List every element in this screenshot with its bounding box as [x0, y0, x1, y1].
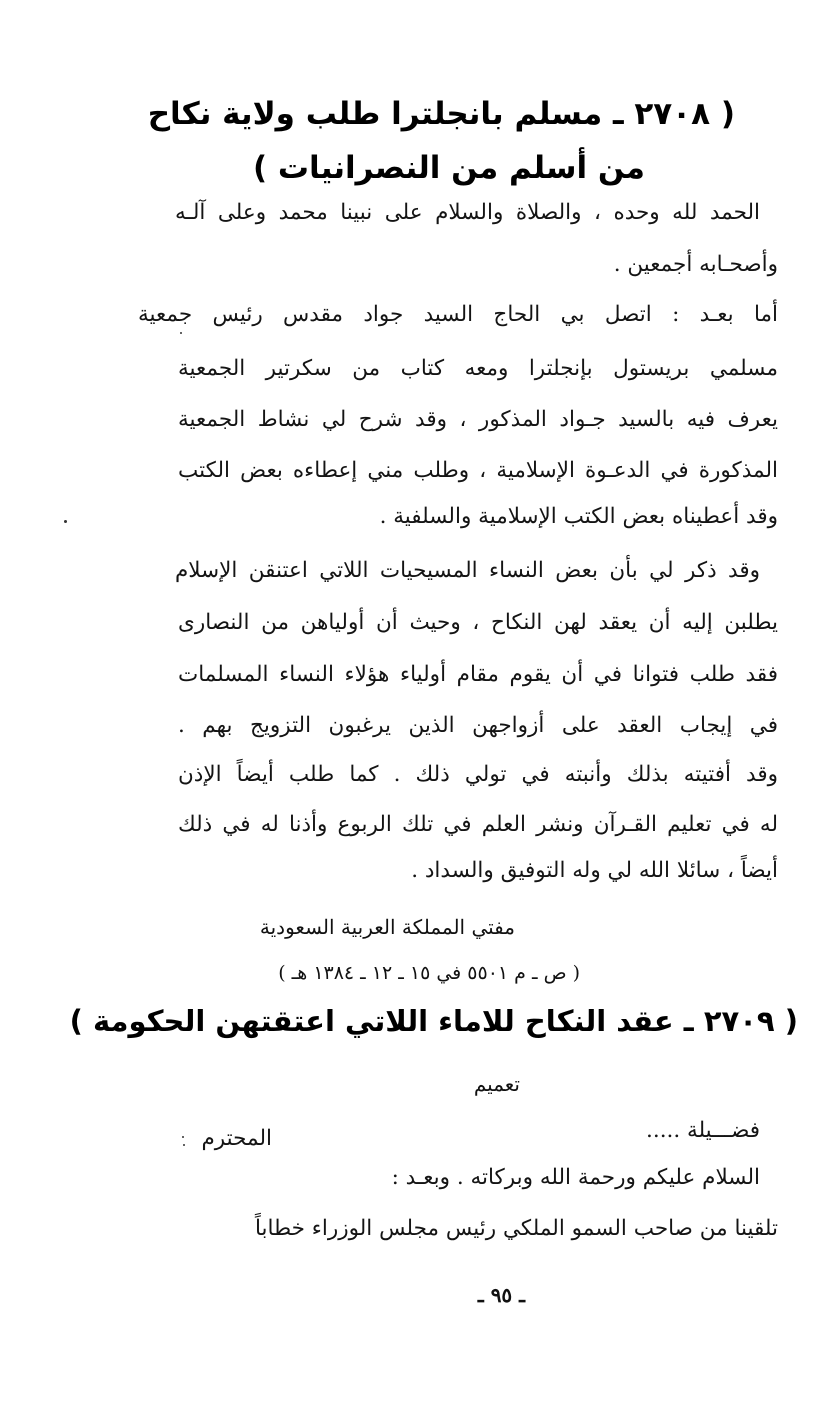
page-number: ـ ٩٥ ـ: [477, 1283, 525, 1307]
paragraph-3-line-3: فقد طلب فتوانا في أن يقوم مقام أولياء هؤلاء النساء المسلمات: [178, 662, 778, 687]
greeting-line: السلام عليكم ورحمة الله وبركاته . وبعـد :: [391, 1165, 760, 1190]
paragraph-2-line-5: وقد أعطيناه بعض الكتب الإسلامية والسلفية .: [379, 504, 778, 529]
paragraph-3-line-1: وقد ذكر لي بأن بعض النساء المسيحيات اللاتي اعتنقن الإسلام: [175, 558, 760, 583]
paragraph-2-line-2: مسلمي بريستول بإنجلترا ومعه كتاب من سكرتير الجمعية: [178, 356, 778, 381]
salutation-name: فضـــيلة .....: [646, 1118, 760, 1143]
fatwa-reference: ( ص ـ م ٥٥٠١ في ١٥ ـ ١٢ ـ ١٣٨٤ هـ ): [278, 962, 580, 984]
paragraph-3-line-5: وقد أفتيته بذلك وأنبته في تولي ذلك . كما طلب أيضاً الإذن: [178, 762, 778, 787]
fatwa-2709-title: ( ٢٧٠٩ ـ عقد النكاح للاماء اللاتي اعتقتهن الحكومة ): [69, 1004, 798, 1038]
scan-speck: [64, 520, 67, 523]
scan-speck: [180, 332, 182, 334]
mufti-signature: مفتي المملكة العربية السعودية: [259, 915, 515, 939]
paragraph-3-line-6: له في تعليم القـرآن ونشر العلم في تلك الربوع وأذنا له في ذلك: [178, 812, 778, 837]
paragraph-2-line-1: أما بعـد : اتصل بي الحاج السيد جواد مقدس رئيس جمعية: [138, 302, 778, 327]
scan-speck: [183, 1144, 185, 1146]
paragraph-2-line-3: يعرف فيه بالسيد جـواد المذكور ، وقد شرح لي نشاط الجمعية: [178, 407, 778, 432]
scan-speck: [182, 1136, 184, 1138]
fatwa-2708-title-line-1: ( ٢٧٠٨ ـ مسلم بانجلترا طلب ولاية نكاح: [147, 96, 735, 132]
paragraph-2-line-4: المذكورة في الدعـوة الإسلامية ، وطلب مني إعطاءه بعض الكتب: [178, 458, 778, 483]
fatwa-2708-title-line-2: من أسلم من النصرانيات ): [252, 150, 645, 186]
paragraph-3-line-4: في إيجاب العقد على أزواجهن الذين يرغبون التزويج بهم .: [178, 713, 778, 738]
paragraph-3-line-7: أيضاً ، سائلا الله لي وله التوفيق والسداد .: [411, 858, 778, 883]
paragraph-3-line-2: يطلبن إليه أن يعقد لهن النكاح ، وحيث أن أولياهن من النصارى: [178, 610, 778, 635]
circular-label: تعميم: [473, 1072, 520, 1096]
salutation-title: المحترم: [201, 1126, 272, 1151]
paragraph-1-line-1: الحمد لله وحده ، والصلاة والسلام على نبينا محمد وعلى آلـه: [175, 200, 760, 225]
letter-opening-line: تلقينا من صاحب السمو الملكي رئيس مجلس الوزراء خطاباً: [254, 1216, 778, 1241]
paragraph-1-line-2: وأصحـابه أجمعين .: [613, 252, 778, 277]
